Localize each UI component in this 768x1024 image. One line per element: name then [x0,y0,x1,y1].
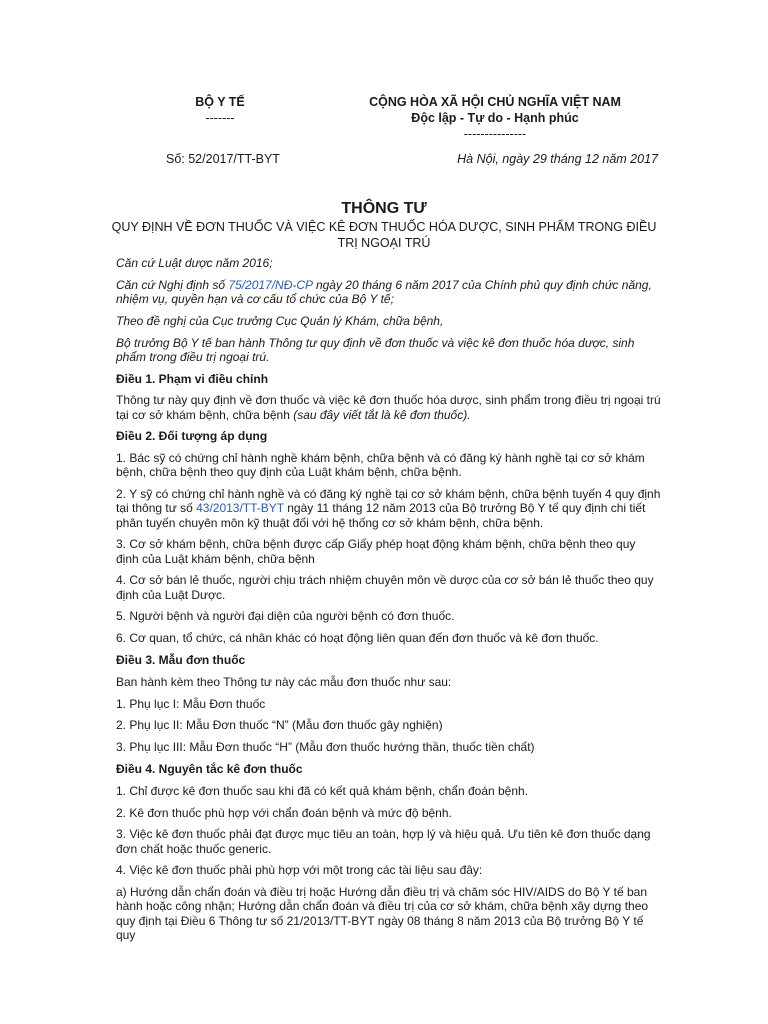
article-item: 2. Phụ lục II: Mẫu Đơn thuốc “N” (Mẫu đơn thuốc gây nghiện) [116,718,443,733]
text-run: Căn cứ Nghị định số [116,277,229,292]
article-item [116,487,661,530]
article-item: 3. Việc kê đơn thuốc phải đạt được mục tiêu an toàn, hợp lý và hiệu quả. Ưu tiên kê đơn thuốc dạng đơn chất hoặc thuốc generic. [116,827,651,856]
preamble-paragraph [116,278,661,306]
preamble-paragraph: Theo đề nghị của Cục trưởng Cục Quản lý Khám, chữa bệnh, [116,313,444,328]
article-paragraph: Ban hành kèm theo Thông tư này các mẫu đơn thuốc như sau: [116,674,452,689]
circular-link[interactable]: 43/2013/TT-BYT [196,501,284,516]
article-item: 3. Cơ sở khám bệnh, chữa bệnh được cấp Giấy phép hoạt động khám bệnh, chữa bệnh theo quy định của Luật khám bệnh, chữa bệnh [116,537,636,566]
article-item: 1. Bác sỹ có chứng chỉ hành nghề khám bệnh, chữa bệnh và có đăng ký hành nghề tại cơ sở khám bệnh, chữa bệnh theo quy định của Luật khám bệnh, chữa bệnh. [116,451,645,480]
decree-link[interactable]: 75/2017/NĐ-CP [228,277,313,292]
article-heading: Điều 4. Nguyên tắc kê đơn thuốc [116,761,303,776]
article-item: 6. Cơ quan, tổ chức, cá nhân khác có hoạt động liên quan đến đơn thuốc và kê đơn thuốc. [116,631,599,646]
article-item: 3. Phụ lục III: Mẫu Đơn thuốc “H” (Mẫu đơn thuốc hướng thần, thuốc tiền chất) [116,740,535,755]
national-motto-block [355,94,635,142]
article-item: 4. Cơ sở bán lẻ thuốc, người chịu trách nhiệm chuyên môn về dược của cơ sở bán lẻ thuốc theo quy định của Luật Dược. [116,573,654,602]
article-item: 2. Kê đơn thuốc phù hợp với chẩn đoán bệnh và mức độ bệnh. [116,805,452,820]
issuing-agency-block [170,94,270,126]
article-heading: Điều 2. Đối tượng áp dụng [116,429,268,444]
article-item: 4. Việc kê đơn thuốc phải phù hợp với một trong các tài liệu sau đây: [116,863,483,878]
national-motto: Độc lập - Tự do - Hạnh phúc [411,111,579,125]
agency-separator: ------- [205,111,235,125]
document-number: Số: 52/2017/TT-BYT [166,152,280,166]
motto-separator: --------------- [463,127,527,141]
text-run: Thông tư này quy định về đơn thuốc và việc kê đơn thuốc hóa dược, sinh phẩm trong điều trị ngoại trú tại cơ sở khám bệnh, chữa bệnh [116,393,661,422]
article-heading: Điều 3. Mẫu đơn thuốc [116,652,246,667]
preamble-paragraph: Căn cứ Luật dược năm 2016; [116,256,273,270]
preamble-paragraph: Bộ trưởng Bộ Y tế ban hành Thông tư quy định về đơn thuốc và việc kê đơn thuốc hóa dược, sinh phẩm trong điều trị ngoại trú. [116,335,635,364]
text-run: 2. Y sỹ có chứng chỉ hành nghề và có đăng ký nghề tại cơ sở khám bệnh, chữa bệnh tuyến 4 quy định tại thông tư số [116,487,661,516]
issuing-agency: BỘ Y TẾ [195,95,245,109]
article-paragraph [116,393,661,421]
article-item: 1. Phụ lục I: Mẫu Đơn thuốc [116,696,266,711]
document-subtitle: QUY ĐỊNH VỀ ĐƠN THUỐC VÀ VIỆC KÊ ĐƠN THUỐC HÓA DƯỢC, SINH PHẨM TRONG ĐIỀU TRỊ NGOẠI TRÚ [111,220,657,250]
article-item: a) Hướng dẫn chẩn đoán và điều trị hoặc Hướng dẫn điều trị và chăm sóc HIV/AIDS do Bộ Y tế ban hành hoặc công nhận; Hướng dẫn chẩn đoán và điều trị của cơ sở khám, chữa bệnh xây dựng theo quy định tại Điều 6 Thông tư số 21/2013/TT-BYT ngày 08 tháng 8 năm 2013 của Bộ trưởng Bộ Y tế quy [116,885,649,942]
document-body [116,256,661,950]
text-run: (sau đây viết tắt là kê đơn thuốc). [293,407,471,422]
text-run: ngày 11 tháng 12 năm 2013 của Bộ trưởng Bộ Y tế quy định chi tiết phân tuyến chuyên môn kỹ thuật đối với hệ thống cơ sở khám bệnh, chữa bệnh. [116,501,646,530]
text-run: ngày 20 tháng 6 năm 2017 của Chính phủ quy định chức năng, nhiệm vụ, quyền hạn và cơ cấu tổ chức của Bộ Y tế; [116,277,652,306]
article-item: 1. Chỉ được kê đơn thuốc sau khi đã có kết quả khám bệnh, chẩn đoán bệnh. [116,783,529,798]
article-item: 5. Người bệnh và người đại diện của người bệnh có đơn thuốc. [116,609,455,624]
article-heading: Điều 1. Phạm vi điều chỉnh [116,371,269,386]
document-date: Hà Nội, ngày 29 tháng 12 năm 2017 [457,152,658,166]
document-title: THÔNG TƯ [341,200,427,217]
country-name: CỘNG HÒA XÃ HỘI CHỦ NGHĨA VIỆT NAM [369,95,621,109]
